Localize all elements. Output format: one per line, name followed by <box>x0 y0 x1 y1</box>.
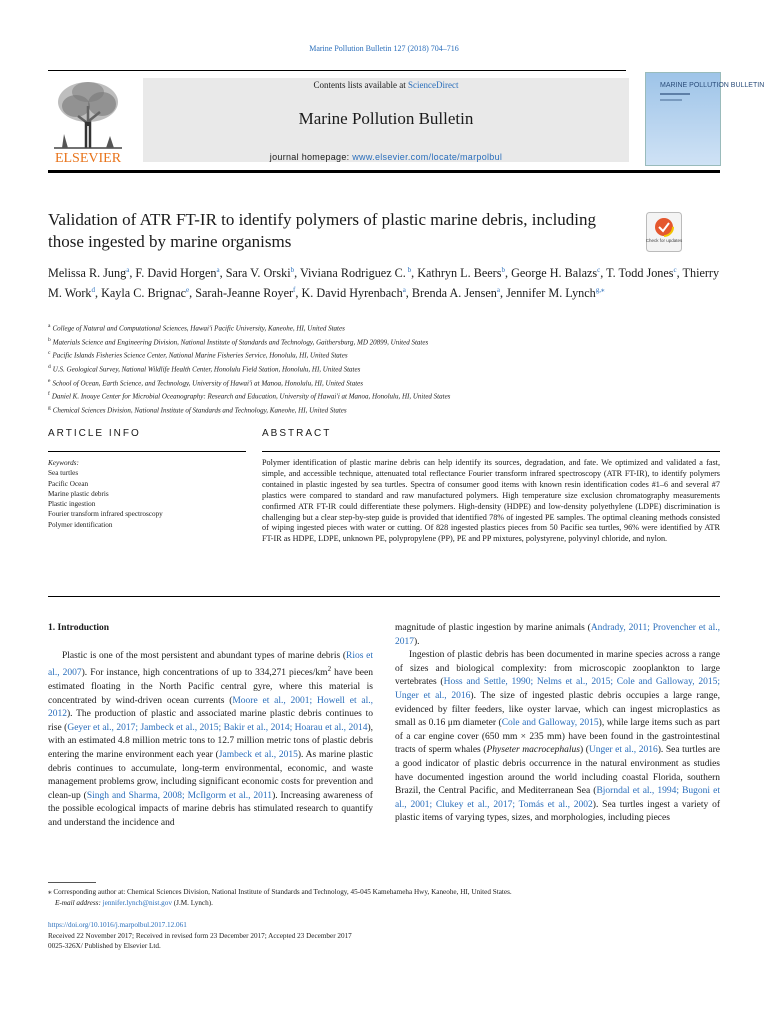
affiliation <box>48 389 728 403</box>
affiliation-sup: e <box>48 377 51 384</box>
affiliation <box>48 362 728 376</box>
affiliation <box>48 376 728 390</box>
author-name[interactable]: Brenda A. Jensen <box>411 286 497 301</box>
species-name: Physeter macrocephalus <box>486 745 580 756</box>
citation-link[interactable]: Jambeck et al., 2015 <box>218 749 298 760</box>
author[interactable] <box>417 266 505 280</box>
check-updates-label: Check for updates <box>645 238 683 243</box>
keyword: Fourier transform infrared spectroscopy <box>48 510 163 519</box>
publisher-name: ELSEVIER <box>54 151 122 166</box>
affiliation-sup: c <box>48 350 51 357</box>
affiliation-sup: f <box>48 391 50 398</box>
author-separator: , <box>94 286 102 301</box>
affiliation-sup: b <box>48 336 51 343</box>
masthead-top-rule <box>48 70 626 71</box>
author-separator: , <box>219 266 226 281</box>
author-name[interactable]: George H. Balazs <box>511 266 598 281</box>
author-separator: , <box>294 266 300 281</box>
body-text: ), with an estimated 4.8 million metric tons to 12.7 million metric tons of plastic debris entering the marine environment each year ( <box>48 722 373 760</box>
affiliation <box>48 348 728 362</box>
email-link[interactable]: jennifer.lynch@nist.gov <box>102 898 172 907</box>
keyword: Polymer identification <box>48 520 113 529</box>
body-paragraph <box>395 649 720 826</box>
citation-link[interactable]: Geyer et al., 2017; Jambeck et al., 2015; Bakir et al., 2014; Hoarau et al., 2014 <box>67 722 368 733</box>
affiliation-text: College of Natural and Computational Sciences, Hawai'i Pacific University, Kaneohe, HI, United States <box>52 324 345 333</box>
author-affiliation-sup[interactable]: b <box>405 266 412 274</box>
author-name[interactable]: Kayla C. Brignac <box>101 286 187 301</box>
affiliation-list <box>48 321 728 416</box>
author-name[interactable]: Melissa R. Jung <box>48 266 127 281</box>
body-text: ) ( <box>579 745 589 756</box>
author-name[interactable]: K. David Hyrenbach <box>301 286 403 301</box>
author-affiliation-sup[interactable]: g,⁎ <box>595 286 605 295</box>
journal-cover-thumbnail[interactable] <box>645 72 765 166</box>
author-affiliation-sup[interactable]: f <box>293 286 296 295</box>
author-separator: , <box>600 266 607 281</box>
article-info-heading: ARTICLE INFO <box>48 428 141 439</box>
author[interactable] <box>226 266 294 280</box>
footnote-rule <box>48 882 96 883</box>
author[interactable] <box>48 266 129 280</box>
body-text: Plastic is one of the most persistent and abundant types of marine debris ( <box>62 650 347 661</box>
affiliation-text: Pacific Islands Fisheries Science Center, National Marine Fisheries Service, Honolulu, HI, United States <box>52 351 348 360</box>
body-text: ). Sea turtles are a good indicator of plastic debris occurrence in the natural environment as studies have documented ingestion around the world including coastal Florida, southern Brazil, the Central Pacific, and Mediterranean Sea ( <box>395 745 720 797</box>
cover-title: MARINE POLLUTION BULLETIN <box>660 82 765 89</box>
doi-block <box>48 920 728 952</box>
citation-link[interactable]: Andrady, 2011; Provencher et al., 2017 <box>395 623 721 647</box>
keyword: Plastic ingestion <box>48 500 96 509</box>
contents-line <box>143 80 629 90</box>
email-suffix: (J.M. Lynch). <box>171 898 213 907</box>
body-text: ). The size of ingested plastic debris occupies a large range, evidenced by filter feeders, like oyster larvae, which can ingest microplastics as small as 0.16 μm diameter ( <box>395 690 721 729</box>
citation-link[interactable]: Singh and Sharma, 2008; McIlgorm et al., 2011 <box>86 790 273 801</box>
author-separator: , <box>129 266 136 281</box>
author-separator: , <box>499 286 507 301</box>
email-line <box>48 898 728 909</box>
author-affiliation-sup[interactable]: a <box>402 286 406 295</box>
author[interactable] <box>195 286 295 300</box>
author[interactable] <box>300 266 411 280</box>
body-text: ), while large items such as part of a car engine cover (650 mm × 235 mm) have been found in the gastrointestinal tracts of sperm whales ( <box>395 718 721 756</box>
article-title: Validation of ATR FT-IR to identify polymers of plastic marine debris, including those ingested by marine organisms <box>48 210 597 251</box>
sciencedirect-link[interactable]: ScienceDirect <box>408 80 459 90</box>
author-name[interactable]: Thierry M. Work <box>48 266 720 301</box>
doi-link[interactable]: https://doi.org/10.1016/j.marpolbul.2017.12.061 <box>48 921 187 929</box>
author[interactable] <box>101 286 189 300</box>
abstract-heading: ABSTRACT <box>262 428 332 439</box>
citation-link[interactable]: Moore et al., 2001; Howell et al., 2012 <box>48 695 373 720</box>
author-affiliation-sup[interactable]: a <box>126 266 130 274</box>
citation-link[interactable]: Hoss and Settle, 1990; Nelms et al., 2015; Cole and Galloway, 2015; Unger et al., 2016 <box>395 677 720 701</box>
body-text: ). For instance, high concentrations of up to 334,271 pieces/km <box>81 668 328 679</box>
author-list <box>48 262 728 302</box>
body-text: ). The production of plastic and associated marine plastic debris continues to rise ( <box>48 709 373 733</box>
affiliation <box>48 321 728 335</box>
author-affiliation-sup[interactable]: c <box>597 266 601 274</box>
superscript: 2 <box>327 665 332 674</box>
affiliation-text: Materials Science and Engineering Division, National Institute of Standards and Technology, Gaithersburg, MD 20899, United States <box>52 337 429 346</box>
homepage-line <box>143 152 629 162</box>
author-separator: , <box>405 286 412 301</box>
author[interactable] <box>412 286 500 300</box>
author-name[interactable]: F. David Horgen <box>135 266 217 281</box>
author[interactable] <box>606 266 677 280</box>
body-text: magnitude of plastic ingestion by marine animals ( <box>395 623 591 633</box>
article-info-rule <box>48 451 246 452</box>
body-text: have been estimated floating in the North Pacific central gyre, where this material is concentrated by wind-driven ocean currents ( <box>48 668 373 706</box>
keyword-list <box>48 468 248 530</box>
citation-link[interactable]: Bjorndal et al., 1994; Bugoni et al., 2001; Clukey et al., 2017; Tomás et al., 2002 <box>395 786 721 810</box>
journal-citation[interactable]: Marine Pollution Bulletin 127 (2018) 704–716 <box>309 44 459 53</box>
affiliation-sup: g <box>48 404 51 411</box>
body-paragraph <box>395 622 720 649</box>
check-for-updates-badge[interactable] <box>646 212 682 252</box>
body-column-right <box>395 622 720 826</box>
author-affiliation-sup[interactable]: b <box>290 266 295 274</box>
issn-line: 0025-326X/ Published by Elsevier Ltd. <box>48 942 161 950</box>
keyword: Marine plastic debris <box>48 489 109 498</box>
affiliation <box>48 335 728 349</box>
body-text: ). Increasing awareness of the possible ecological impacts of marine debris has stimulated research to quantify and understand the incidence and <box>48 790 373 828</box>
abstract-rule <box>262 451 720 452</box>
citation-link[interactable]: Rios et al., 2007 <box>48 650 373 679</box>
affiliation-text: School of Ocean, Earth Science, and Technology, University of Hawai'i at Manoa, Honolulu, HI, United States <box>52 378 364 387</box>
author[interactable] <box>506 286 604 300</box>
abstract-text: Polymer identification of plastic marine debris can help identify its sources, degradation, and fate. We optimized and validated a fast, simple, and accessible technique, attenuated total reflectance Fourier transform infrared spectroscopy (ATR FT-IR), to identify polymers contained in plastic ingested by sea turtles. Spectra of consumer good items with known resin identification codes #1–6 and several #7 plastics were compared to standard and raw manufactured polymers. High temperature size exclusion chromatography measurements confirmed ATR FT-IR could differentiate these polymers. High-density (HDPE) and low-density polyethylene (LDPE) discrimination is challenging but a clear step-by-step guide is provided that identified 78% of ingested PE samples. The optimal cleaning methods consisted of wiping ingested pieces with water or cutting. Of 828 ingested plastics pieces from 50 Pacific sea turtles, 96% were identified by ATR FT-IR as HDPE, LDPE, unknown PE, polypropylene (PP), PE and PP mixtures, polystyrene, polyvinyl chloride, and nylon. <box>262 458 720 544</box>
author-separator: , <box>411 266 418 281</box>
masthead-bottom-rule <box>48 170 720 173</box>
affiliation-sup: a <box>48 323 51 329</box>
author-affiliation-sup[interactable]: b <box>501 266 505 274</box>
affiliation <box>48 403 728 417</box>
received-dates: Received 22 November 2017; Received in revised form 23 December 2017; Accepted 23 December 2017 <box>48 931 352 940</box>
author-affiliation-sup[interactable]: d <box>91 286 95 295</box>
keywords-block <box>48 458 248 530</box>
keyword: Pacific Ocean <box>48 479 89 488</box>
author-name[interactable]: Sara V. Orski <box>225 266 291 281</box>
affiliation-text: Daniel K. Inouye Center for Microbial Oceanography: Research and Education, University of Hawai'i at Manoa, Honolulu, HI, United States <box>51 392 451 401</box>
author-affiliation-sup[interactable]: a <box>496 286 500 295</box>
author-name[interactable]: Kathryn L. Beers <box>417 266 502 281</box>
author-separator: , <box>504 266 512 281</box>
author-name[interactable]: Viviana Rodriguez C. <box>299 266 406 281</box>
body-paragraph <box>48 650 373 831</box>
keyword: Sea turtles <box>48 469 79 478</box>
body-text: Ingestion of plastic debris has been documented in marine species across a range of sizes and biological complexity: from microscopic zooplankton to large vertebrates ( <box>395 650 720 688</box>
author-name[interactable]: T. Todd Jones <box>606 266 674 281</box>
affiliation-text: Chemical Sciences Division, National Institute of Standards and Technology, Kaneohe, HI, United States <box>52 406 347 415</box>
author[interactable] <box>301 286 405 300</box>
author-affiliation-sup[interactable]: e <box>186 286 190 295</box>
email-label: E-mail address: <box>55 898 103 907</box>
citation-link[interactable]: Unger et al., 2016 <box>588 745 658 756</box>
author[interactable] <box>511 266 600 280</box>
author-name[interactable]: Jennifer M. Lynch <box>506 286 596 301</box>
body-column-left <box>48 622 373 830</box>
affiliation-sup: d <box>48 363 51 370</box>
author-separator: , <box>295 286 302 301</box>
author-affiliation-sup[interactable]: a <box>216 266 220 274</box>
author[interactable] <box>135 266 219 280</box>
author-separator: , <box>189 286 196 301</box>
journal-title: Marine Pollution Bulletin <box>298 109 474 128</box>
keywords-label: Keywords: <box>48 459 79 467</box>
author-name[interactable]: Sarah-Jeanne Royer <box>195 286 294 301</box>
footnotes <box>48 887 728 908</box>
elsevier-logo[interactable] <box>48 76 128 164</box>
section-title: 1. Introduction <box>48 623 110 633</box>
corresponding-author-note: ⁎ Corresponding author at: Chemical Sciences Division, National Institute of Standards and Technology, 45-045 Kamehameha Hwy, Kaneohe, HI, United States. <box>48 888 512 896</box>
check-for-updates-icon <box>646 212 682 252</box>
affiliation-text: U.S. Geological Survey, National Wildlife Health Center, Honolulu Field Station, Honolulu, HI, United States <box>52 365 361 374</box>
elsevier-tree-icon <box>48 76 128 164</box>
homepage-prefix: journal homepage: <box>269 152 353 162</box>
body-text: ). <box>414 636 420 647</box>
author-affiliation-sup[interactable]: c <box>673 266 677 274</box>
citation-link[interactable]: Cole and Galloway, 2015 <box>501 718 599 729</box>
journal-cover-icon <box>646 73 765 165</box>
body-text: ). Sea turtles ingest a variety of plastic items of varying types, sizes, and morphologies, including pieces <box>395 799 721 824</box>
contents-prefix: Contents lists available at <box>313 80 408 90</box>
journal-homepage-link[interactable]: www.elsevier.com/locate/marpolbul <box>352 152 503 162</box>
body-rule <box>48 596 720 597</box>
body-text: ). As marine plastic debris continues to accumulate, long-term environmental, economic, and waste management problems grow, including significant economic costs for prevention and clean-up ( <box>48 749 373 801</box>
author-separator: , <box>676 266 683 281</box>
